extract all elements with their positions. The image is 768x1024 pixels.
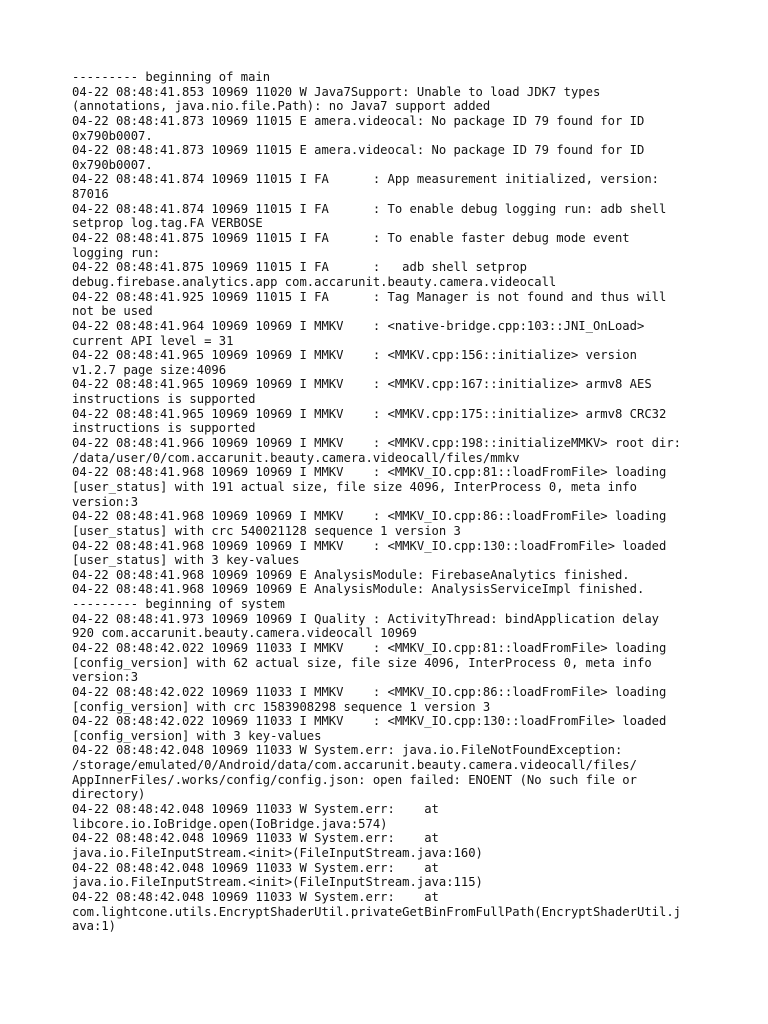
log-line: 04-22 08:48:41.875 10969 11015 I FA : To enable faster debug mode event bbox=[72, 231, 630, 246]
log-line: ava:1) bbox=[72, 919, 117, 934]
log-line: --------- beginning of main bbox=[72, 70, 271, 84]
log-line: v1.2.7 page size:4096 bbox=[72, 362, 227, 377]
log-line: 04-22 08:48:41.968 10969 10969 I MMKV : <MMKV_IO.cpp:86::loadFromFile> loading bbox=[72, 509, 667, 524]
log-line: 04-22 08:48:41.875 10969 11015 I FA : adb shell setprop bbox=[72, 260, 527, 275]
log-line: 04-22 08:48:42.048 10969 11033 W System.err: java.io.FileNotFoundException: bbox=[72, 743, 623, 758]
log-line: 0x790b0007. bbox=[72, 128, 153, 143]
log-line: 04-22 08:48:41.853 10969 11020 W Java7Support: Unable to load JDK7 types bbox=[72, 84, 601, 99]
log-line: java.io.FileInputStream.<init>(FileInputStream.java:160) bbox=[72, 845, 483, 860]
log-line: 04-22 08:48:42.022 10969 11033 I MMKV : <MMKV_IO.cpp:86::loadFromFile> loading bbox=[72, 684, 667, 699]
log-line: 04-22 08:48:41.966 10969 10969 I MMKV : <MMKV.cpp:198::initializeMMKV> root dir: bbox=[72, 436, 682, 451]
log-line: 04-22 08:48:41.973 10969 10969 I Quality : ActivityThread: bindApplication delay bbox=[72, 611, 659, 626]
log-line: [user_status] with 3 key-values bbox=[72, 553, 300, 568]
log-line: 04-22 08:48:41.968 10969 10969 I MMKV : <MMKV_IO.cpp:81::loadFromFile> loading bbox=[72, 465, 667, 480]
log-line: 04-22 08:48:41.874 10969 11015 I FA : To enable debug logging run: adb shell bbox=[72, 201, 667, 216]
log-line: setprop log.tag.FA VERBOSE bbox=[72, 216, 263, 231]
log-line: 04-22 08:48:42.022 10969 11033 I MMKV : <MMKV_IO.cpp:81::loadFromFile> loading bbox=[72, 640, 667, 655]
log-line: AppInnerFiles/.works/config/config.json: open failed: ENOENT (No such file or bbox=[72, 772, 637, 787]
log-line: debug.firebase.analytics.app com.accarunit.beauty.camera.videocall bbox=[72, 274, 557, 289]
log-line: 04-22 08:48:42.048 10969 11033 W System.err: at bbox=[72, 802, 439, 817]
log-line: [config_version] with crc 1583908298 sequence 1 version 3 bbox=[72, 699, 491, 714]
log-line: version:3 bbox=[72, 494, 139, 509]
log-line: /data/user/0/com.accarunit.beauty.camera.videocall/files/mmkv bbox=[72, 450, 520, 465]
log-line: 04-22 08:48:42.022 10969 11033 I MMKV : <MMKV_IO.cpp:130::loadFromFile> loaded bbox=[72, 714, 667, 729]
log-line: 04-22 08:48:41.873 10969 11015 E amera.videocal: No package ID 79 found for ID bbox=[72, 143, 645, 158]
log-line: 04-22 08:48:41.873 10969 11015 E amera.videocal: No package ID 79 found for ID bbox=[72, 113, 645, 128]
log-line: 04-22 08:48:41.964 10969 10969 I MMKV : <native-bridge.cpp:103::JNI_OnLoad> bbox=[72, 318, 645, 333]
log-line: current API level = 31 bbox=[72, 333, 234, 348]
log-line: 04-22 08:48:41.968 10969 10969 E AnalysisModule: FirebaseAnalytics finished. bbox=[72, 567, 630, 582]
log-line: (annotations, java.nio.file.Path): no Java7 support added bbox=[72, 99, 491, 114]
log-line: --------- beginning of system bbox=[72, 597, 285, 612]
log-line: 04-22 08:48:41.965 10969 10969 I MMKV : <MMKV.cpp:175::initialize> armv8 CRC32 bbox=[72, 406, 667, 421]
log-line: 04-22 08:48:41.874 10969 11015 I FA : App measurement initialized, version: bbox=[72, 172, 659, 187]
log-line: 920 com.accarunit.beauty.camera.videocall 10969 bbox=[72, 626, 417, 641]
log-line: logging run: bbox=[72, 245, 161, 260]
log-line: 04-22 08:48:41.965 10969 10969 I MMKV : <MMKV.cpp:167::initialize> armv8 AES bbox=[72, 377, 652, 392]
log-line: libcore.io.IoBridge.open(IoBridge.java:574) bbox=[72, 816, 388, 831]
log-line: not be used bbox=[72, 304, 153, 319]
log-line: version:3 bbox=[72, 670, 139, 685]
log-line: [config_version] with 3 key-values bbox=[72, 728, 322, 743]
log-line: [user_status] with 191 actual size, file size 4096, InterProcess 0, meta info bbox=[72, 479, 637, 494]
log-line: /storage/emulated/0/Android/data/com.accarunit.beauty.camera.videocall/files/ bbox=[72, 758, 637, 773]
log-document bbox=[72, 70, 708, 934]
log-line: 04-22 08:48:41.968 10969 10969 E AnalysisModule: AnalysisServiceImpl finished. bbox=[72, 582, 645, 597]
log-line: 04-22 08:48:41.925 10969 11015 I FA : Tag Manager is not found and thus will bbox=[72, 289, 667, 304]
log-line: instructions is supported bbox=[72, 392, 256, 407]
log-line: 04-22 08:48:42.048 10969 11033 W System.err: at bbox=[72, 889, 439, 904]
log-line: 0x790b0007. bbox=[72, 157, 153, 172]
log-line: java.io.FileInputStream.<init>(FileInputStream.java:115) bbox=[72, 875, 483, 890]
log-line: 04-22 08:48:41.968 10969 10969 I MMKV : <MMKV_IO.cpp:130::loadFromFile> loaded bbox=[72, 538, 667, 553]
log-line: 04-22 08:48:42.048 10969 11033 W System.err: at bbox=[72, 831, 439, 846]
log-line: instructions is supported bbox=[72, 421, 256, 436]
log-line: [user_status] with crc 540021128 sequence 1 version 3 bbox=[72, 523, 461, 538]
log-line: [config_version] with 62 actual size, file size 4096, InterProcess 0, meta info bbox=[72, 655, 652, 670]
log-line: com.lightcone.utils.EncryptShaderUtil.privateGetBinFromFullPath(EncryptShaderUtil.j bbox=[72, 904, 682, 919]
log-line: 04-22 08:48:41.965 10969 10969 I MMKV : <MMKV.cpp:156::initialize> version bbox=[72, 348, 637, 363]
log-line: 87016 bbox=[72, 187, 109, 202]
log-line: 04-22 08:48:42.048 10969 11033 W System.err: at bbox=[72, 860, 439, 875]
log-line: directory) bbox=[72, 787, 146, 802]
